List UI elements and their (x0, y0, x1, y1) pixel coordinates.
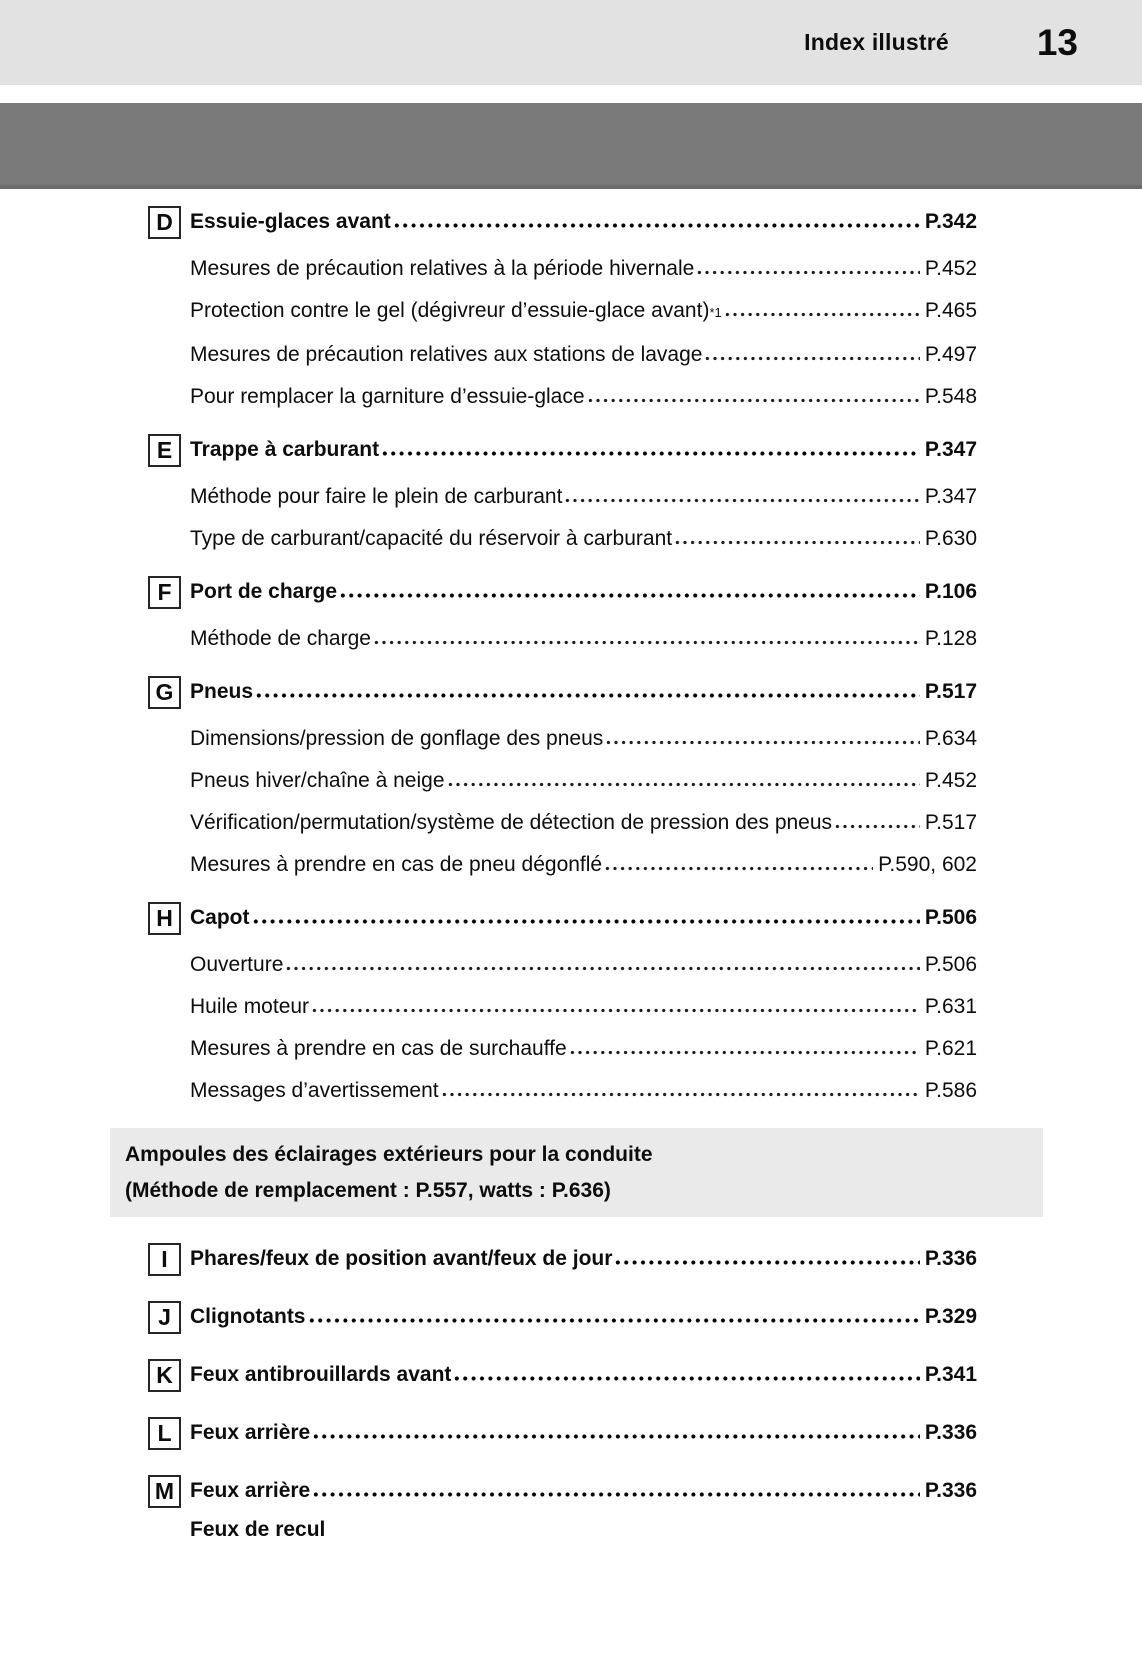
section-title: Feux arrière (190, 1479, 311, 1502)
dotted-leader (313, 1434, 920, 1439)
index-entry-row (148, 1080, 977, 1102)
entry-label: Vérification/permutation/système de détection de pression des pneus (190, 811, 833, 834)
section-title: Feux antibrouillards avant (190, 1363, 452, 1386)
entry-page-ref: P.497 (924, 343, 977, 366)
entry-page-ref: P.128 (924, 627, 977, 650)
index-entry-row (148, 528, 977, 550)
dotted-leader (448, 782, 920, 787)
entry-label: Type de carburant/capacité du réservoir à carburant (190, 527, 673, 550)
entry-page-ref: P.517 (924, 811, 977, 834)
index-section-row (148, 575, 977, 608)
section-title: Essuie-glaces avant (190, 210, 391, 233)
entry-label: Dimensions/pression de gonflage des pneus (190, 727, 604, 750)
highlight-note-line: (Méthode de remplacement : P.557, watts : P.636) (125, 1179, 611, 1202)
index-section-row (148, 675, 977, 708)
index-section-row (148, 1416, 977, 1449)
header-title: Index illustré (804, 29, 949, 55)
entry-page-ref: P.465 (924, 299, 977, 322)
highlight-note-block (110, 1128, 1043, 1217)
entry-label: Protection contre le gel (dégivreur d’essuie-glace avant) (190, 299, 710, 322)
section-letter-badge: L (148, 1417, 181, 1450)
section-page-ref: P.517 (924, 680, 977, 703)
index-section-row (148, 1474, 977, 1507)
dotted-leader (442, 1092, 920, 1097)
entry-label: Mesures à prendre en cas de surchauffe (190, 1037, 567, 1060)
entry-page-ref: P.630 (924, 527, 977, 550)
entry-page-ref: P.590, 602 (878, 853, 977, 876)
page-header (0, 0, 1142, 85)
entry-label: Mesures de précaution relatives à la période hivernale (190, 257, 695, 280)
entry-page-ref: P.548 (924, 385, 977, 408)
section-page-ref: P.329 (924, 1305, 977, 1328)
section-letter-badge: G (148, 676, 181, 709)
section-page-ref: P.341 (924, 1363, 977, 1386)
section-title: Capot (190, 906, 250, 929)
index-entry-row (148, 486, 977, 508)
entry-page-ref: P.452 (924, 769, 977, 792)
section-letter-badge: E (148, 434, 181, 467)
index-section-row (148, 901, 977, 934)
entry-page-ref: P.506 (924, 953, 977, 976)
dotted-leader (253, 919, 920, 924)
section-letter-badge: D (148, 206, 181, 239)
index-entry-row (148, 258, 977, 280)
dotted-leader (606, 740, 920, 745)
entry-page-ref: P.452 (924, 257, 977, 280)
section-page-ref: P.336 (924, 1479, 977, 1502)
dotted-leader (565, 498, 919, 503)
index-section-row (148, 1358, 977, 1391)
index-entry-row (148, 628, 977, 650)
entry-label: Huile moteur (190, 995, 310, 1018)
dotted-leader (312, 1008, 920, 1013)
entry-page-ref: P.586 (924, 1079, 977, 1102)
section-letter-badge: J (148, 1301, 181, 1334)
section-letter-badge: H (148, 902, 181, 935)
section-extra-line: Feux de recul (190, 1518, 326, 1541)
entry-label: Pneus hiver/chaîne à neige (190, 769, 445, 792)
section-page-ref: P.347 (924, 438, 977, 461)
dotted-leader (256, 693, 920, 698)
entry-footnote-marker: *1 (709, 305, 722, 320)
entry-label: Ouverture (190, 953, 284, 976)
index-entry-row (148, 770, 977, 792)
section-letter-badge: F (148, 576, 181, 609)
dotted-leader (340, 593, 920, 598)
dotted-leader (705, 356, 919, 361)
dotted-leader (725, 312, 920, 317)
entry-label: Messages d’avertissement (190, 1079, 439, 1102)
entry-page-ref: P.631 (924, 995, 977, 1018)
dotted-leader (394, 223, 920, 228)
index-entry-row (148, 954, 977, 976)
dotted-leader (697, 270, 920, 275)
index-entry-row (148, 728, 977, 750)
index-entry-row (148, 812, 977, 834)
entry-label: Mesures à prendre en cas de pneu dégonflé (190, 853, 603, 876)
section-letter-badge: M (148, 1475, 181, 1508)
index-entry-row (148, 996, 977, 1018)
section-page-ref: P.506 (924, 906, 977, 929)
index-section-row (148, 433, 977, 466)
entry-label: Pour remplacer la garniture d’essuie-glace (190, 385, 585, 408)
dotted-leader (615, 1260, 919, 1265)
chapter-divider-band (0, 103, 1142, 189)
entry-label: Méthode de charge (190, 627, 371, 650)
dotted-leader (454, 1376, 919, 1381)
section-letter-badge: K (148, 1359, 181, 1392)
entry-page-ref: P.621 (924, 1037, 977, 1060)
dotted-leader (309, 1318, 920, 1323)
section-title: Pneus (190, 680, 254, 703)
entry-page-ref: P.347 (924, 485, 977, 508)
index-section-row (148, 1300, 977, 1333)
section-letter-badge: I (148, 1243, 181, 1276)
index-entry-row (148, 1038, 977, 1060)
illustrated-index-list (125, 205, 977, 1541)
index-section-row (148, 205, 977, 238)
index-section-row (148, 1242, 977, 1275)
highlight-note-line: Ampoules des éclairages extérieurs pour la conduite (125, 1143, 653, 1166)
dotted-leader (570, 1050, 920, 1055)
dotted-leader (374, 640, 920, 645)
section-page-ref: P.336 (924, 1421, 977, 1444)
index-entry-row (148, 386, 977, 408)
index-entry-row (148, 300, 977, 324)
dotted-leader (835, 824, 920, 829)
dotted-leader (313, 1492, 920, 1497)
section-title: Phares/feux de position avant/feux de jour (190, 1247, 613, 1270)
section-page-ref: P.342 (924, 210, 977, 233)
section-page-ref: P.336 (924, 1247, 977, 1270)
dotted-leader (286, 966, 919, 971)
dotted-leader (382, 451, 920, 456)
section-title: Feux arrière (190, 1421, 311, 1444)
section-page-ref: P.106 (924, 580, 977, 603)
dotted-leader (588, 398, 920, 403)
section-title: Clignotants (190, 1305, 306, 1328)
entry-page-ref: P.634 (924, 727, 977, 750)
dotted-leader (675, 540, 920, 545)
section-title: Trappe à carburant (190, 438, 380, 461)
header-page-number: 13 (1036, 21, 1078, 63)
entry-label: Méthode pour faire le plein de carburant (190, 485, 563, 508)
entry-label: Mesures de précaution relatives aux stations de lavage (190, 343, 703, 366)
dotted-leader (605, 866, 873, 871)
index-entry-row (148, 344, 977, 366)
index-entry-row (148, 854, 977, 876)
section-title: Port de charge (190, 580, 338, 603)
